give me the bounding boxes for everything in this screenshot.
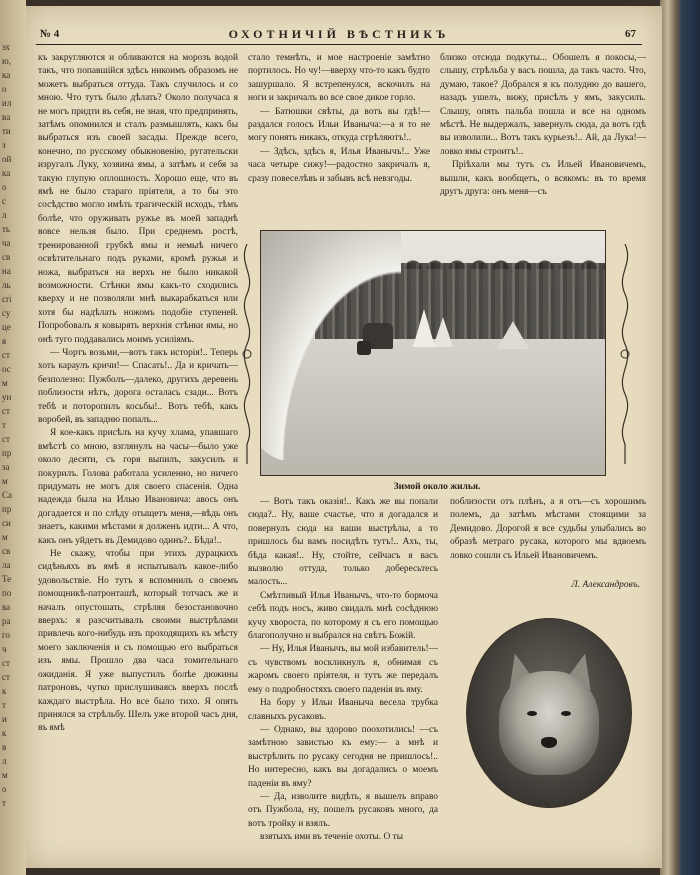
middle-column-top [248, 52, 430, 222]
paragraph: Не скажу, чтобы при этихъ дурацкихъ сидѣньяхъ въ ямѣ я испытывалъ какое-либо удовольствіе. Но тутъ я вспомнилъ о своемъ помощникѣ-патронташѣ, который тотчасъ же и началъ опустошать, стрѣляя безостановочно вверхъ: я разсчитывалъ своими выстрѣлами привлечь кого-нибудь изъ проходящихъ къ мѣсту моего заключенія и съ помощью его выбраться изъ ямы. Прошло два часа томительнаго ожиданія. Я уже выпустилъ болѣе дюжины патроновъ, чутко прислушиваясь вверхъ послѣ каждаго выстрѣла. Но все было тихо. Я опять принялся за стрѣльбу. Шелъ уже второй часъ дня, въ ямѣ [38, 549, 238, 734]
paragraph: Пріѣхали мы тутъ съ Ильей Ивановичемъ, вышли, какъ вообщетъ, о всякомъ: въ то время другъ друга: онъ меня—съ [440, 160, 646, 198]
paragraph: — Чортъ возьми,—вотъ такъ исторія!.. Теперь хоть караулъ кричи!— Спасать!.. Да и кричать—безполезно: Пужболъ—далеко, другихъ деревень поблизости нѣтъ, дорога осталась сзади... Вотъ тебѣ и поторопилъ косьбы!.. Вотъ тебѣ, какъ воробей, въ западню попалъ... [38, 347, 238, 425]
paragraph: стало темнѣть, и мое настроеніе замѣтно портилось. Но чу!—вверху что-то какъ будто зашуршало. Я встрепенулся, вскочилъ на ноги и закричалъ во все свое дикое горло. [248, 53, 430, 104]
paragraph: Я кое-какъ присѣлъ на кучу хлама, упавшаго вмѣстѣ со мною, взглянулъ на часы—было уже около десяти, съ горя выпилъ, закусилъ и покурилъ. Голова работала усиленно, но ничего придумать не могъ для своего спасенія. Одна надежда была на Илью Ивановича: авось онъ догадается и по слѣду отыщетъ меня,—вѣдь онъ знаетъ, какими мѣстами я долженъ идти... А что, какъ онъ уйдетъ въ Демидово одинъ?.. Бѣда!.. [38, 428, 238, 546]
paragraph: — Да, изволите видѣть, я вышелъ вправо отъ Пужбола, ну, пошелъ русаковъ много, да вотъ тройку и взялъ. [248, 791, 438, 829]
left-column [38, 52, 238, 864]
book-binding [660, 0, 700, 875]
previous-page-edge: эх ю, ка о ил вa ти з ой ка о с л ть ча св на ль cri су цe я ст ос м ун ст т ст пр за м Ca пр си м св ла Те по ва ра го ч ст ст к т и к в л м о т [0, 0, 26, 875]
right-column-top [440, 52, 646, 222]
paragraph: — Вотъ такъ оказія!.. Какъ же вы попали сюда?.. Ну, ваше счастье, что я догадался и повернулъ сюда на ваши выстрѣлы, а то пришлось бы вамъ посидѣть тутъ!.. Ахъ, ты, бѣда какая!.. Ну, стойте, сейчасъ я васъ вызволю оттуда, только добересьтесь малость... [248, 497, 438, 588]
page-header [36, 24, 642, 45]
paragraph: На бору у Ильи Иваныча весела трубка славныхъ русаковъ. [248, 698, 438, 722]
paragraph: — Здѣсь, здѣсь я, Илья Иванычъ!.. Уже часа четыре сижу!—радостно закричалъ я, сразу повеселѣвъ и забывъ всѣ невзгоды. [248, 146, 430, 184]
dog-portrait [466, 618, 632, 808]
issue-number: № 4 [40, 28, 60, 40]
winter-photo-frame [232, 230, 642, 478]
photo-caption: Зимой около жилья. [393, 482, 481, 492]
middle-column-bottom [248, 496, 438, 864]
paragraph: — Батюшки свѣты, да вотъ вы гдѣ!—раздался голосъ Ильи Иваныча:—а я то не могу понять никакъ, откуда стрѣляютъ!.. [248, 106, 430, 144]
paragraph: Смѣтливый Илья Иванычъ, что-то бормоча себѣ подъ носъ, живо свидалъ мнѣ сосѣднюю кучу хвороста, по которому я съ его помощью благополучно и выбрался на свѣтъ Божій. [248, 590, 438, 642]
author-signature: Л. Александровъ. [571, 580, 640, 590]
paragraph: поблизости отъ плѣнъ, а я отъ—съ хорошимъ полемъ, да затѣмъ мѣстами стоящими за Демидово. Дорогой я все судьбы улыбались во образѣ метраго русака, которого мы вдвоемъ ловко сошли съ Ильей Ивановичемъ. [450, 497, 646, 561]
paragraph: — Ну, Илья Иванычъ, вы мой избавитель!—съ чувствомъ воскликнулъ я, обнимая съ жаромъ своего пріятеля, и тутъ же передалъ ему о подробностяхъ своего паденія въ яму. [248, 644, 438, 695]
journal-title: ОХОТНИЧІЙ ВѢСТНИКЪ [228, 27, 450, 41]
page-number: 67 [625, 28, 636, 40]
paragraph: къ закругляются и обливаются на морозъ водой такъ, что попавшійся здѣсь никоимъ образомъ не можетъ выбраться оттуда. Такъ случилось и со мною. Что тутъ было дѣлать? Около получаса я не могъ придти въ себя, не зная, что предпринять, затѣмъ опомнился и сталъ размышлять, какъ бы выбраться изъ своей засады. Прежде всего, конечно, по русскому обыкновенію, ругательски изругалъ Луку, хозяина ямы, а затѣмъ и себя за такую глупую оплошность. Хорошо еще, что въ ямѣ не было стараго пріятеля, а то бы это сосѣдство могло имѣть трагическій исходъ, тѣмъ болѣе, что оруживать ружье въ моей западнѣ вовсе нельзя было. При среднемъ ростѣ, тренированной грубкѣ ямы и немыѣ ничего освѣтительнаго подъ руками, кромѣ ружья и ножа, выбраться на верхъ не было никакой возможности. Стѣнки ямы какъ-то сходились кверху и не позволяли мнѣ выкарабкаться или хотя бы надѣлать ножомъ подобіе ступеней. Попробовалъ я ковырять верхнія стѣнки ямы, но онѣ туго поддавались моимъ усиліямъ. [38, 53, 238, 345]
journal-page [26, 6, 662, 868]
paragraph: взятыхъ ими въ теченіе охоты. О ты [260, 832, 404, 843]
paragraph: — Однако, вы здорово поохотились! —съ замѣтною завистью къ ему:— а мнѣ и выстрѣлить по русаку сегодня не пришлось!.. Но интересно, какъ вы догадались о моемъ паденіи въ яму? [248, 724, 438, 789]
winter-photo [260, 230, 606, 476]
paragraph: близко отсюда подкуты... Обошелъ я покосы,—слышу, стрѣльба у васъ пошла, да такъ часто. Что, думаю, такое? Добрался я къ полудню до вашего, назадъ ушелъ, вижу, присѣлъ у ямъ, закусилъ. Слышу, опять пальба пошла и все на одномъ мѣстѣ. Не выдержалъ, завернулъ сюда, да вотъ гдѣ вы изволили... Вотъ такъ курьезъ!.. Ай, да Лука!—ловко ямы строитъ!.. [440, 53, 646, 157]
left-ornament [236, 244, 258, 464]
right-ornament [614, 244, 636, 464]
